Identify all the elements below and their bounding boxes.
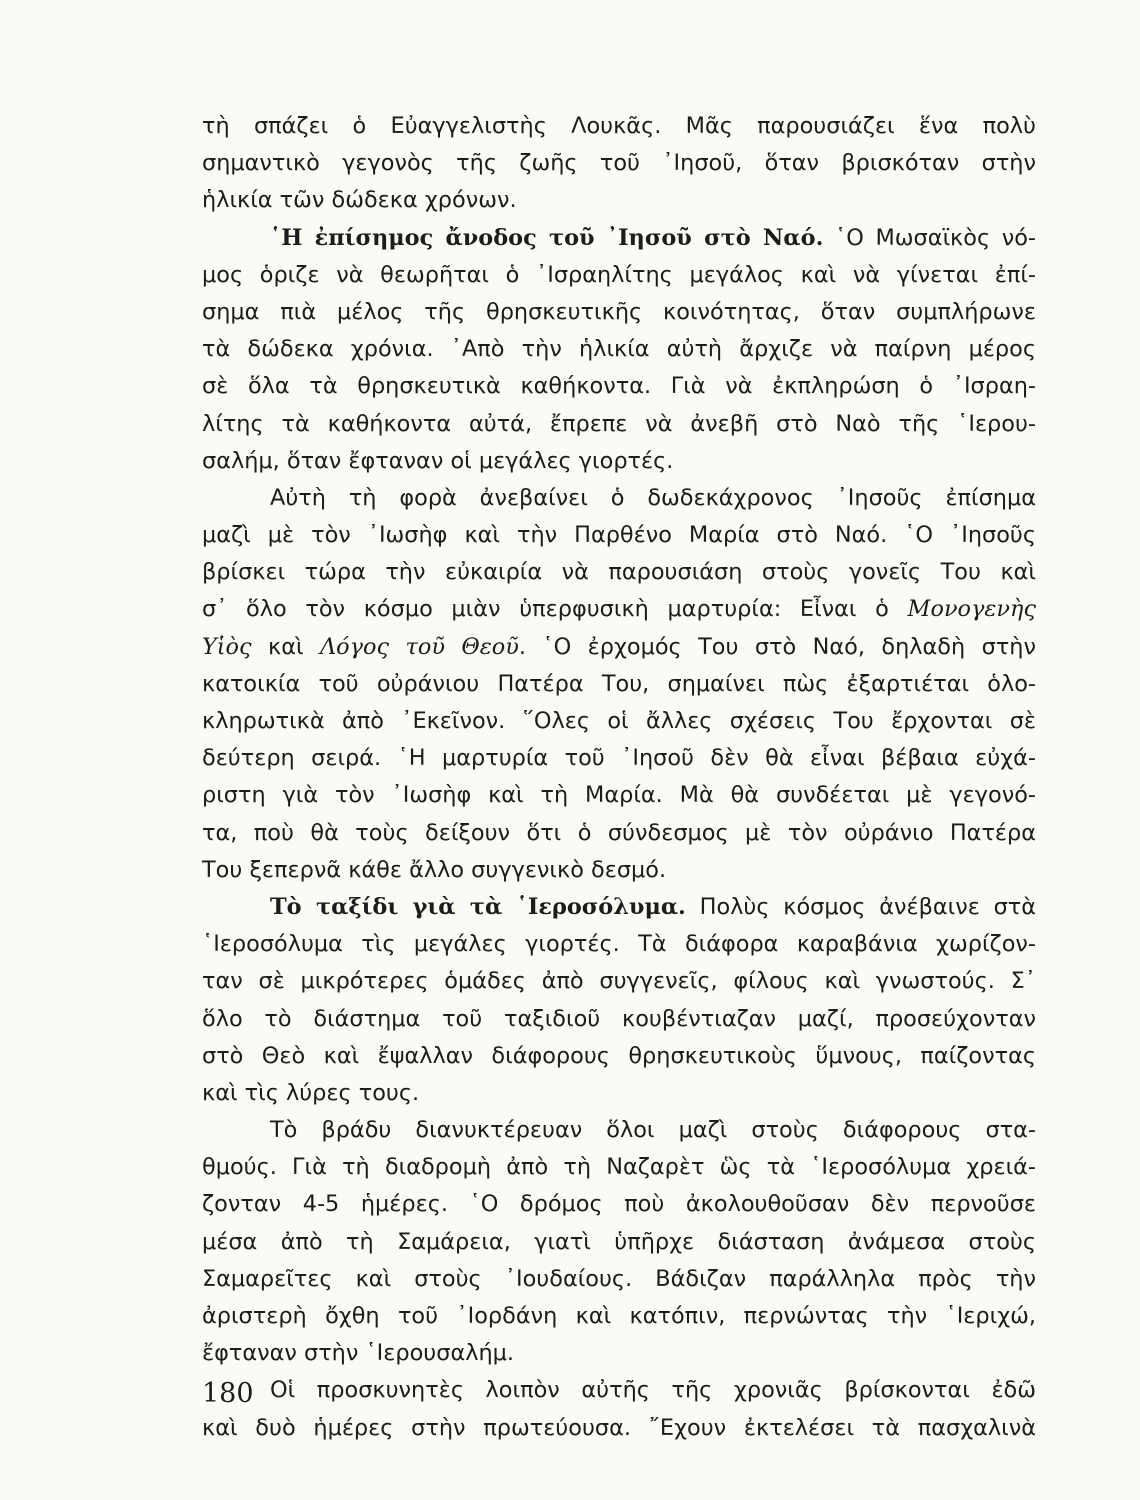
line-text: ἡλικία τῶν δώδεκα χρόνων. — [202, 187, 517, 214]
line-text: δεύτερη σειρά. ῾Η μαρτυρία τοῦ ᾿Ιησοῦ δὲν θὰ εἶναι βέβαια εὐχά- — [202, 745, 1036, 772]
line-text: λίτης τὰ καθήκοντα αὐτά, ἔπρεπε νὰ ἀνεβῆ στὸ Ναὸ τῆς ῾Ιερου- — [202, 410, 1036, 437]
line-text: μέσα ἀπὸ τὴ Σαμάρεια, γιατὶ ὑπῆρχε διάσταση ἀνάμεσα στοὺς — [202, 1228, 1036, 1255]
italic-text: Μονογενὴς — [907, 596, 1036, 623]
line-text: τα, ποὺ θὰ τοὺς δείξουν ὅτι ὁ σύνδεσμος μὲ τὸν οὐράνιο Πατέρα — [202, 819, 1036, 846]
text-line — [202, 1372, 1036, 1409]
text-line — [202, 1298, 1036, 1335]
text-line — [202, 368, 1036, 405]
text-line — [202, 443, 1036, 480]
line-text: στὸ Θεὸ καὶ ἔψαλλαν διάφορους θρησκευτικοὺς ὕμνους, παίζοντας — [202, 1042, 1036, 1069]
text-line — [202, 889, 1036, 926]
line-text: ζονταν 4-5 ἡμέρες. ῾Ο δρόμος ποὺ ἀκολουθοῦσαν δὲν περνοῦσε — [202, 1191, 1036, 1218]
line-text: ριστη γιὰ τὸν ᾿Ιωσὴφ καὶ τὴ Μαρία. Μὰ θὰ συνδέεται μὲ γεγονό- — [202, 782, 1036, 809]
text-line — [202, 1075, 1036, 1112]
line-text: . ῾Ο ἐρχομός Του στὸ Ναό, δηλαδὴ στὴν — [518, 633, 1036, 660]
text-line — [202, 926, 1036, 963]
line-text: τὰ δώδεκα χρόνια. ᾿Απὸ τὴν ἡλικία αὐτὴ ἄρχιζε νὰ παίρνη μέρος — [202, 336, 1036, 363]
line-text: ἀριστερὴ ὄχθη τοῦ ᾿Ιορδάνη καὶ κατόπιν, περνώντας τὴν ῾Ιεριχώ, — [202, 1303, 1036, 1329]
text-line — [202, 331, 1036, 368]
line-text: μαζὶ μὲ τὸν ᾿Ιωσὴφ καὶ τὴν Παρθένο Μαρία στὸ Ναό. ῾Ο ᾿Ιησοῦς — [202, 522, 1036, 549]
text-line — [202, 1001, 1036, 1038]
text-line — [202, 1112, 1036, 1149]
text-line — [202, 1335, 1036, 1372]
text-line — [202, 145, 1036, 182]
text-line — [202, 257, 1036, 294]
line-text: Τὸ βράδυ διανυκτέρευαν ὅλοι μαζὶ στοὺς διάφορους στα- — [270, 1117, 1036, 1144]
line-text: ταν σὲ μικρότερες ὁμάδες ἀπὸ συγγενεῖς, φίλους καὶ γνωστούς. Σ᾿ — [202, 968, 1036, 995]
line-text: βρίσκει τώρα τὴν εὐκαιρία νὰ παρουσιάση στοὺς γονεῖς Του καὶ — [202, 559, 1036, 586]
line-text: ῾Ο Μωσαϊκὸς νό- — [823, 224, 1036, 251]
page-number: 180 — [202, 1378, 254, 1409]
text-line — [202, 629, 1036, 666]
text-line — [202, 480, 1036, 517]
text-line — [202, 182, 1036, 219]
line-text: Οἱ προσκυνητὲς λοιπὸν αὐτῆς τῆς χρονιᾶς βρίσκονται ἐδῶ — [270, 1377, 1036, 1404]
text-line — [202, 852, 1036, 889]
text-line — [202, 517, 1036, 554]
line-text: καὶ — [251, 633, 320, 660]
line-text: μος ὁριζε νὰ θεωρῆται ὁ ᾿Ισραηλίτης μεγάλος καὶ νὰ γίνεται ἐπί- — [202, 261, 1036, 288]
line-text: καὶ τὶς λύρες τους. — [202, 1079, 420, 1106]
text-line — [202, 1149, 1036, 1186]
line-text: Του ξεπερνᾶ κάθε ἄλλο συγγενικὸ δεσμό. — [202, 856, 667, 883]
text-line — [202, 1224, 1036, 1261]
italic-text: Λόγος τοῦ Θεοῦ — [319, 633, 519, 660]
line-text: θμούς. Γιὰ τὴ διαδρομὴ ἀπὸ τὴ Ναζαρὲτ ὣς τὰ ῾Ιεροσόλυμα χρειά- — [202, 1154, 1036, 1181]
text-line — [202, 1038, 1036, 1075]
line-text: καὶ δυὸ ἡμέρες στὴν πρωτεύουσα. ῎Εχουν ἐκτελέσει τὰ πασχαλινὰ — [202, 1414, 1036, 1441]
body-text — [202, 108, 1036, 1447]
line-text: Πολὺς κόσμος ἀνέβαινε στὰ — [685, 893, 1036, 920]
line-text: Αὐτὴ τὴ φορὰ ἀνεβαίνει ὁ δωδεκάχρονος ᾿Ιησοῦς ἐπίσημα — [270, 484, 1036, 511]
text-line — [202, 666, 1036, 703]
text-line — [202, 740, 1036, 777]
italic-text: Υἱὸς — [202, 633, 252, 660]
line-text: σημα πιὰ μέλος τῆς θρησκευτικῆς κοινότητας, ὅταν συμπλήρωνε — [202, 298, 1036, 325]
text-line — [202, 554, 1036, 591]
line-text: Σαμαρεῖτες καὶ στοὺς ᾿Ιουδαίους. Βάδιζαν παράλληλα πρὸς τὴν — [202, 1265, 1036, 1292]
line-text: σαλήμ, ὅταν ἔφταναν οἱ μεγάλες γιορτές. — [202, 447, 674, 474]
line-text: σ᾿ ὅλο τὸν κόσμο μιὰν ὑπερφυσικὴ μαρτυρία: Εἶναι ὁ — [202, 596, 908, 623]
text-line — [202, 294, 1036, 331]
line-text: ὅλο τὸ διάστημα τοῦ ταξιδιοῦ κουβέντιαζαν μαζί, προσεύχονταν — [202, 1005, 1036, 1032]
text-line — [202, 220, 1036, 257]
line-text: ἔφταναν στὴν ῾Ιερουσαλήμ. — [202, 1340, 515, 1367]
text-line — [202, 406, 1036, 443]
line-text: ῾Ιεροσόλυμα τὶς μεγάλες γιορτές. Τὰ διάφορα καραβάνια χωρίζον- — [202, 931, 1036, 958]
text-line — [202, 1410, 1036, 1447]
text-line — [202, 1186, 1036, 1223]
line-text: τὴ σπάζει ὁ Εὐαγγελιστὴς Λουκᾶς. Μᾶς παρουσιάζει ἕνα πολὺ — [202, 113, 1036, 139]
line-text: κληρωτικὰ ἀπὸ ᾿Εκεῖνον. ῞Ολες οἱ ἄλλες σχέσεις Του ἔρχονται σὲ — [202, 708, 1036, 734]
section-heading: ῾Η ἐπίσημος ἄνοδος τοῦ ᾿Ιησοῦ στὸ Ναό. — [270, 224, 824, 251]
text-line — [202, 703, 1036, 740]
line-text: σὲ ὅλα τὰ θρησκευτικὰ καθήκοντα. Γιὰ νὰ ἐκπληρώση ὁ ᾿Ισραη- — [202, 373, 1036, 400]
text-line — [202, 777, 1036, 814]
text-line — [202, 108, 1036, 145]
line-text: σημαντικὸ γεγονὸς τῆς ζωῆς τοῦ ᾿Ιησοῦ, ὅταν βρισκόταν στὴν — [202, 150, 1036, 177]
line-text: κατοικία τοῦ οὐράνιου Πατέρα Του, σημαίνει πὼς ἐξαρτιέται ὁλο- — [202, 670, 1036, 697]
text-line — [202, 815, 1036, 852]
text-line — [202, 963, 1036, 1000]
text-line — [202, 591, 1036, 628]
section-heading: Τὸ ταξίδι γιὰ τὰ ῾Ιεροσόλυμα. — [270, 893, 686, 920]
text-line — [202, 1261, 1036, 1298]
